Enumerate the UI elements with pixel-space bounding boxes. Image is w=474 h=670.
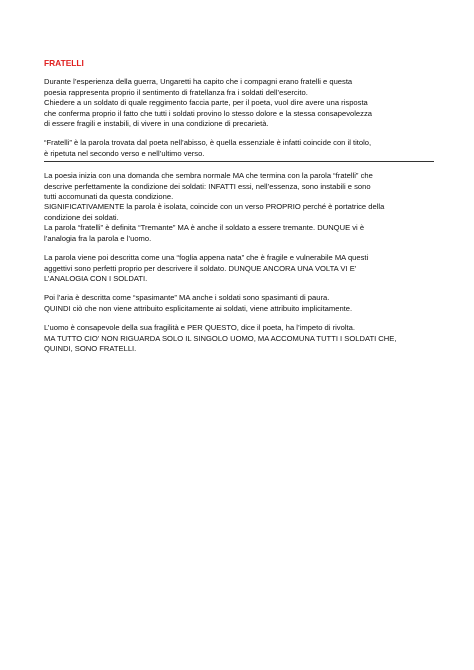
text-line: Poi l’aria è descritta come “spasimante” MA anche i soldati sono spasimanti di paura. xyxy=(44,293,330,303)
text-line: tutti accomunati da questa condizione. xyxy=(44,192,174,202)
text-line: La poesia inizia con una domanda che sembra normale MA che termina con la parola “fratelli” che xyxy=(44,171,373,181)
text-line: Chiedere a un soldato di quale reggimento faccia parte, per il poeta, vuol dire avere una risposta xyxy=(44,98,368,108)
text-line: l’analogia fra la parola e l’uomo. xyxy=(44,233,152,243)
paragraph-title-word xyxy=(44,138,434,159)
text-line: QUINDI, SONO FRATELLI. xyxy=(44,343,137,353)
document-title: FRATELLI xyxy=(44,58,84,68)
paragraph-intro xyxy=(44,77,434,129)
text-line: “Fratelli” è la parola trovata dal poeta nell’abisso, è quella essenziale è infatti coincide con il titolo, xyxy=(44,138,372,148)
text-line: poesia rappresenta proprio il sentimento di fratellanza fra i soldati dell’esercito. xyxy=(44,87,308,97)
text-line: L’uomo è consapevole della sua fragilità e PER QUESTO, dice il poeta, ha l’impeto di rivolta. xyxy=(44,323,355,333)
text-line: descrive perfettamente la condizione dei soldati: INFATTI essi, nell’essenza, sono instabili e sono xyxy=(44,181,371,191)
text-line: di essere fragili e instabili, di vivere in una condizione di precarietà. xyxy=(44,119,269,129)
text-line: condizione dei soldati. xyxy=(44,212,119,222)
text-line: L’ANALOGIA CON I SOLDATI. xyxy=(44,273,148,283)
paragraph-conclusion xyxy=(44,323,434,354)
document-page xyxy=(44,58,434,363)
text-line: che conferma proprio il fatto che tutti i soldati provino lo stesso dolore e la stessa consapevolezza xyxy=(44,108,372,118)
section-divider xyxy=(44,161,434,162)
text-line: è ripetuta nel secondo verso e nell’ultimo verso. xyxy=(44,148,205,158)
text-line: MA TUTTO CIO’ NON RIGUARDA SOLO IL SINGOLO UOMO, MA ACCOMUNA TUTTI I SOLDATI CHE, xyxy=(44,333,397,343)
text-line: QUINDI ciò che non viene attribuito esplicitamente ai soldati, viene attribuito implicitamente. xyxy=(44,303,353,313)
text-line: SIGNIFICATIVAMENTE la parola è isolata, coincide con un verso PROPRIO perché è portatrice della xyxy=(44,202,385,212)
text-line: Durante l’esperienza della guerra, Ungaretti ha capito che i compagni erano fratelli e questa xyxy=(44,77,353,87)
paragraph-analysis xyxy=(44,171,434,244)
text-line: La parola “fratelli” è definita “Tremante” MA è anche il soldato a essere tremante. DUNQUE vi è xyxy=(44,223,365,233)
paragraph-leaf xyxy=(44,253,434,284)
text-line: aggettivi sono perfetti proprio per descrivere il soldato. DUNQUE ANCORA UNA VOLTA VI E’ xyxy=(44,263,357,273)
paragraph-air xyxy=(44,293,434,314)
text-line: La parola viene poi descritta come una “foglia appena nata” che è fragile e vulnerabile MA questi xyxy=(44,253,369,263)
